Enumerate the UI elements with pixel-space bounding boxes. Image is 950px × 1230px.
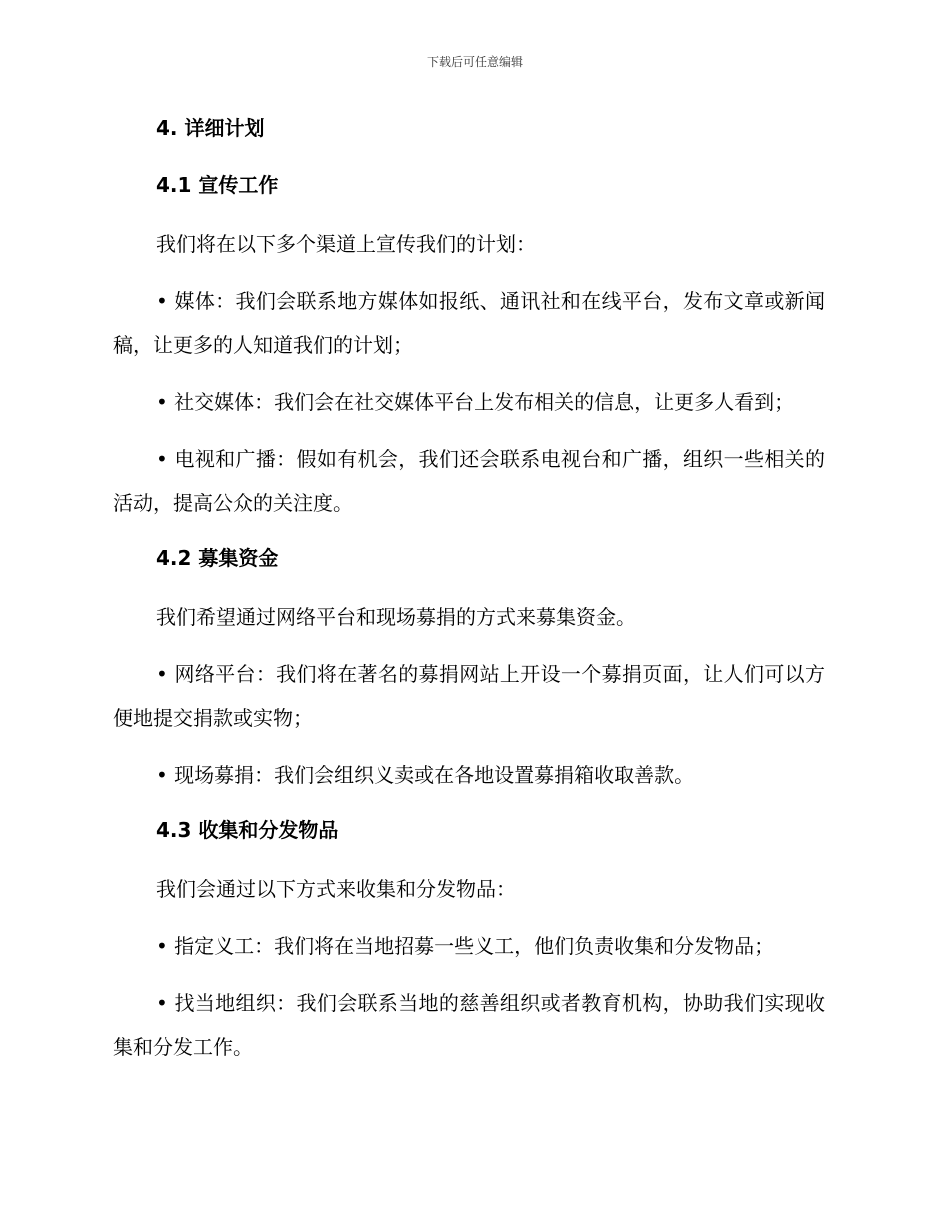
list-item-online-platform: • 网络平台：我们将在著名的募捐网站上开设一个募捐页面，让人们可以方便地提交捐款或实物；: [113, 662, 825, 730]
list-item-onsite-fundraising: • 现场募捐：我们会组织义卖或在各地设置募捐箱收取善款。: [156, 763, 695, 787]
list-item-social-media: • 社交媒体：我们会在社交媒体平台上发布相关的信息，让更多人看到；: [156, 390, 795, 414]
list-item-media: • 媒体：我们会联系地方媒体如报纸、通讯社和在线平台，发布文章或新闻稿，让更多的人知道我们的计划；: [113, 289, 825, 357]
section-heading-4: 4. 详细计划: [156, 116, 265, 140]
section-heading-4-1: 4.1 宣传工作: [156, 173, 279, 197]
list-item-tv-radio: • 电视和广播：假如有机会，我们还会联系电视台和广播，组织一些相关的活动，提高公众的关注度。: [113, 447, 825, 515]
section-heading-4-3: 4.3 收集和分发物品: [156, 818, 339, 842]
paragraph-4-2-intro: 我们希望通过网络平台和现场募捐的方式来募集资金。: [156, 605, 636, 629]
list-item-volunteers: • 指定义工：我们将在当地招募一些义工，他们负责收集和分发物品；: [156, 934, 775, 958]
document-body: [113, 108, 825, 1082]
section-heading-4-2: 4.2 募集资金: [156, 546, 279, 570]
page-header-note: 下载后可任意编辑: [426, 55, 523, 69]
list-item-local-organizations: • 找当地组织：我们会联系当地的慈善组织或者教育机构，协助我们实现收集和分发工作。: [113, 991, 825, 1059]
paragraph-4-3-intro: 我们会通过以下方式来收集和分发物品：: [156, 877, 516, 901]
paragraph-4-1-intro: 我们将在以下多个渠道上宣传我们的计划：: [156, 232, 536, 256]
